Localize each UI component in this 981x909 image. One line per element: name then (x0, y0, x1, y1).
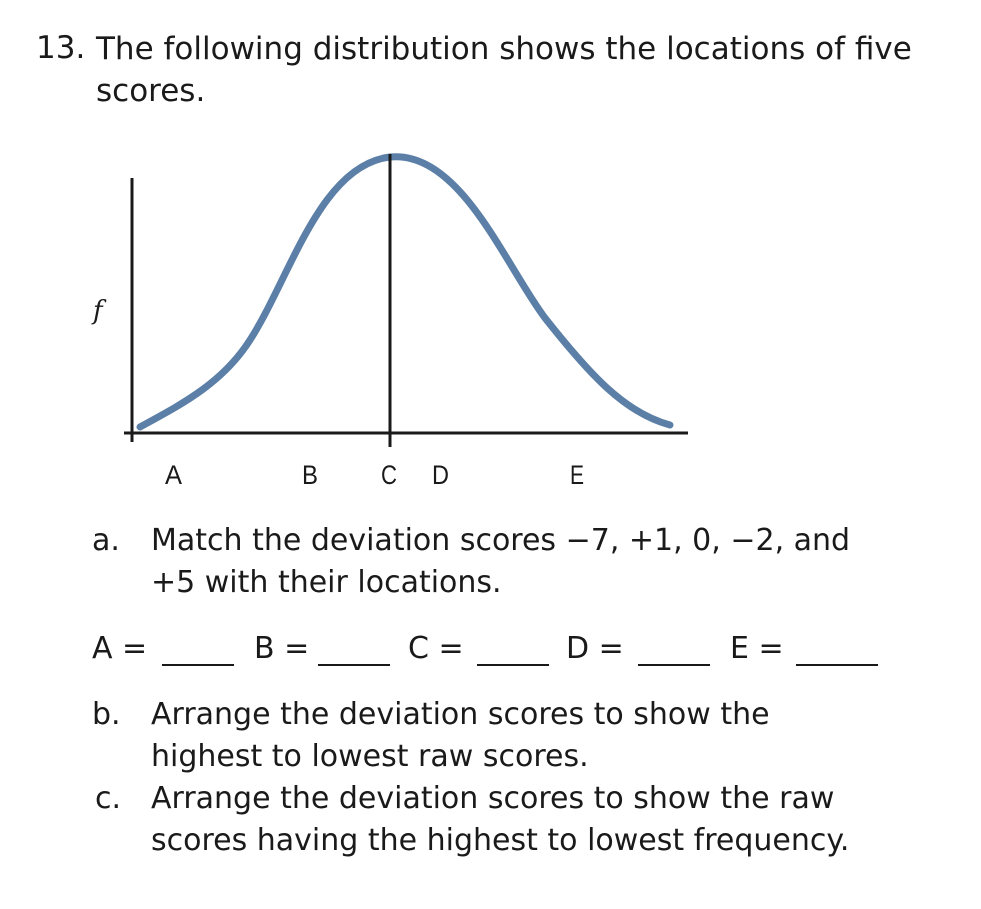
part-c-text: Arrange the deviation scores to show the raw scores having the highest to lowest frequency. (151, 781, 850, 858)
blank-line-c[interactable] (477, 664, 549, 666)
blank-line-e[interactable] (796, 664, 878, 666)
part-b-letter: b. (92, 697, 121, 732)
x-label-e: E (570, 460, 584, 490)
part-a-text: Match the deviation scores −7, +1, 0, −2, and +5 with their locations. (151, 523, 851, 600)
x-label-a: A (165, 460, 182, 490)
part-a-letter: a. (92, 523, 120, 558)
x-label-c: C (381, 460, 397, 490)
part-b-text: Arrange the deviation scores to show the highest to lowest raw scores. (151, 697, 770, 774)
blank-line-b[interactable] (318, 664, 390, 666)
blank-line-a[interactable] (162, 664, 234, 666)
question-number: 13. (36, 30, 86, 66)
blank-label-b: B = (254, 631, 310, 666)
question-text: The following distribution shows the locations of five scores. (96, 31, 912, 109)
normal-curve (140, 157, 670, 427)
blank-label-d: D = (566, 631, 624, 666)
part-c-letter: c. (95, 781, 122, 816)
blank-line-d[interactable] (638, 664, 710, 666)
blank-label-e: E = (730, 631, 784, 666)
x-label-b: B (302, 460, 318, 490)
blank-label-a: A = (92, 631, 148, 666)
x-label-d: D (432, 460, 449, 490)
y-axis-label: f (93, 296, 103, 326)
blank-label-c: C = (408, 631, 464, 666)
